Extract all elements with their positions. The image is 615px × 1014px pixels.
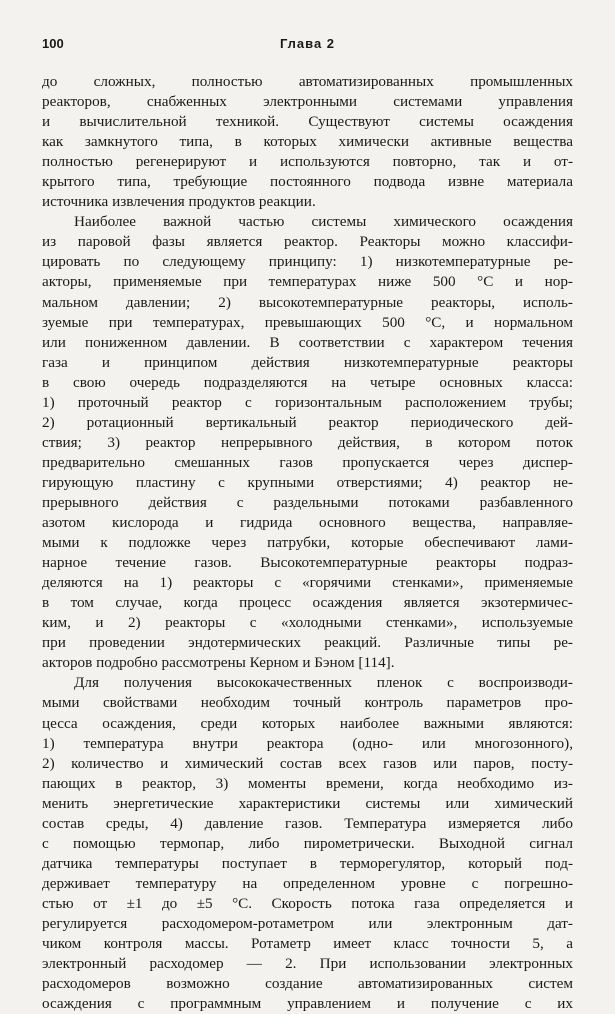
text-line: акторы, применяемые при температурах ниже 500 °С и нор-	[42, 273, 573, 291]
paragraph	[42, 673, 573, 1014]
text-line: Для получения высококачественных пленок с воспроизводи-	[74, 674, 573, 692]
text-line: прерывного действия с раздельными потоками разбавленного	[42, 493, 573, 511]
text-line: с помощью термопар, либо пирометрически. Выходной сигнал	[42, 834, 573, 852]
text-line: в свою очередь подразделяются на четыре основных класса:	[42, 373, 573, 391]
text-line: источника извлечения продуктов реакции.	[42, 193, 316, 211]
running-header	[42, 36, 573, 54]
text-line: полностью регенерируют и используются повторно, так и от-	[42, 153, 573, 171]
text-line: электронный расходомер — 2. При использовании электронных	[42, 955, 573, 973]
text-line: крытого типа, требующие постоянного подвода извне материала	[42, 173, 573, 191]
text-line: чиком контроля массы. Ротаметр имеет класс точности 5, а	[42, 935, 573, 953]
text-line: зуемые при температурах, превышающих 500 °С, и нормальном	[42, 313, 573, 331]
text-line: датчика температуры поступает в терморегулятор, который под-	[42, 854, 573, 872]
text-line: реакторов, снабженных электронными системами управления	[42, 93, 573, 111]
text-line: 1) температура внутри реактора (одно- или многозонного),	[42, 734, 573, 752]
text-line: цировать по следующему принципу: 1) низкотемпературные ре-	[42, 253, 573, 271]
text-line: мыми к подложке через патрубки, которые обеспечивают лами-	[42, 534, 573, 552]
text-line: газа и принципом действия низкотемпературные реакторы	[42, 353, 573, 371]
text-line: менить энергетические характеристики системы или химический	[42, 794, 573, 812]
text-line: 1) проточный реактор с горизонтальным расположением трубы;	[42, 393, 573, 411]
text-line: до сложных, полностью автоматизированных промышленных	[42, 73, 573, 90]
text-line: регулируется расходомером-ротаметром или электронным дат-	[42, 914, 573, 932]
text-line: предварительно смешанных газов пропускается через диспер-	[42, 453, 573, 471]
text-line: мыми свойствами необходим точный контроль параметров про-	[42, 694, 573, 712]
chapter-title: Глава 2	[279, 36, 336, 51]
paragraph	[42, 72, 573, 212]
text-line: Наиболее важной частью системы химического осаждения	[74, 213, 573, 231]
text-line: стью от ±1 до ±5 °С. Скорость потока газа определяется и	[42, 894, 573, 912]
text-line: нарное течение газов. Высокотемпературные реакторы подраз-	[42, 554, 573, 572]
text-line: расходомеров возможно создание автоматизированных систем	[42, 975, 573, 993]
paragraph	[42, 212, 573, 673]
text-line: и вычислительной техникой. Существуют системы осаждения	[42, 113, 573, 131]
text-line: азотом кислорода и гидрида основного вещества, направляе-	[42, 514, 573, 532]
text-line: 2) ротационный вертикальный реактор периодического дей-	[42, 413, 573, 431]
text-line: деляются на 1) реакторы с «горячими стенками», применяемые	[42, 574, 573, 592]
page-number: 100	[42, 36, 64, 51]
text-line: 2) количество и химический состав всех газов или паров, посту-	[42, 754, 573, 772]
text-line: ким, и 2) реакторы с «холодными стенками», используемые	[42, 614, 573, 632]
text-line: при проведении эндотермических реакций. Различные типы ре-	[42, 634, 573, 652]
text-line: акторов подробно рассмотрены Керном и Бэном [114].	[42, 654, 395, 672]
text-line: как замкнутого типа, в которых химически активные вещества	[42, 133, 573, 151]
text-line: состав среды, 4) давление газов. Температура измеряется либо	[42, 814, 573, 832]
text-line: осаждения с программным управлением и получение с их	[42, 995, 573, 1013]
text-line: держивает температуру на определенном уровне с погрешно-	[42, 874, 573, 892]
text-line: гирующую пластину с крупными отверстиями; 4) реактор не-	[42, 473, 573, 491]
text-line: пающих в реактор, 3) моменты времени, когда необходимо из-	[42, 774, 573, 792]
text-line: ствия; 3) реактор непрерывного действия, в котором поток	[42, 433, 573, 451]
text-line: в том случае, когда процесс осаждения является экзотермичес-	[42, 594, 573, 612]
text-line: или пониженном давлении. В соответствии с характером течения	[42, 333, 573, 351]
text-line: из паровой фазы является реактор. Реакторы можно классифи-	[42, 233, 573, 251]
body-text	[42, 72, 573, 1014]
text-line: мальном давлении; 2) высокотемпературные реакторы, исполь-	[42, 293, 573, 311]
text-line: цесса осаждения, среди которых наиболее важными являются:	[42, 714, 573, 732]
